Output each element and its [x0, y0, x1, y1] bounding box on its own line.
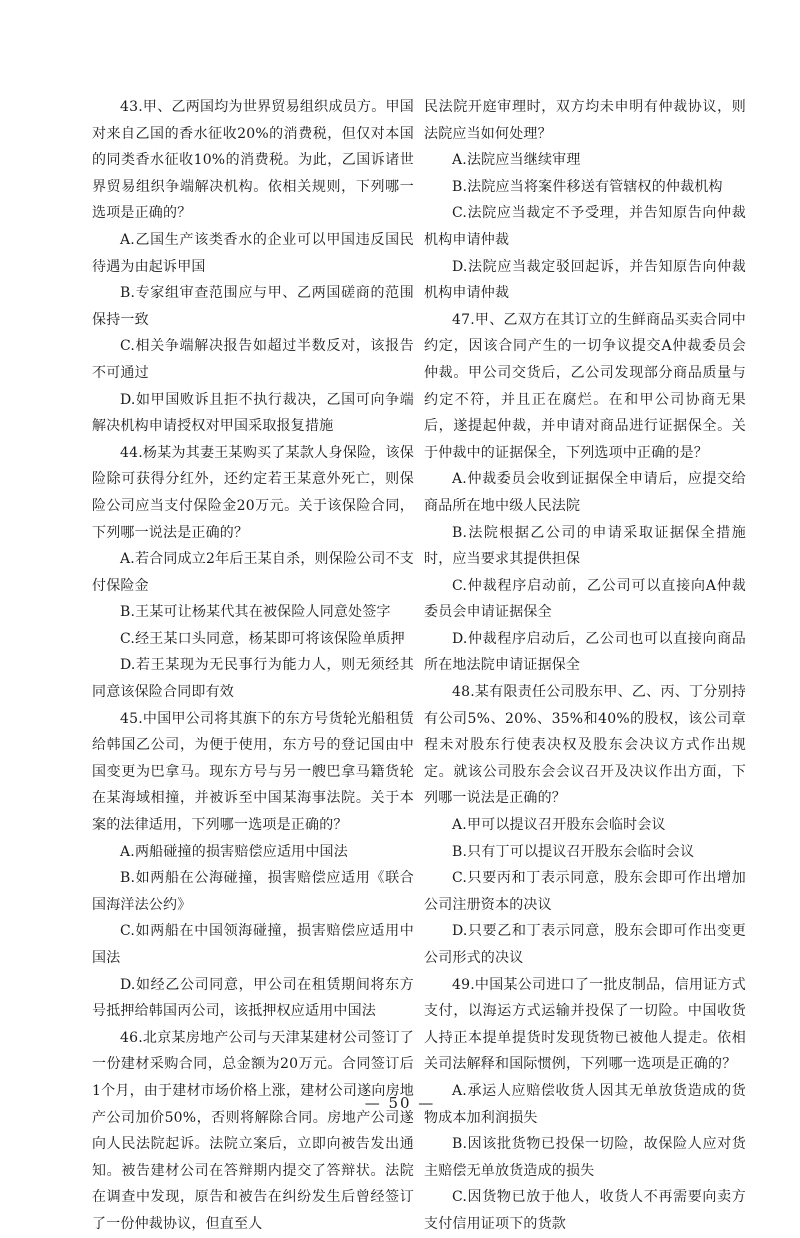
- question-48-option-b: B.只有丁可以提议召开股东会临时会议: [452, 843, 695, 860]
- question-49-option-c: C.因货物已放于他人，收货人不再需要向卖方支付信用证项下的货款: [424, 1189, 746, 1232]
- question-43-option-d: D.如甲国败诉且拒不执行裁决，乙国可向争端解决机构申请授权对甲国采取报复措施: [92, 391, 414, 435]
- question-47-option-a: A.仲裁委员会收到证据保全申请后，应提交给商品所在地中级人民法院: [424, 471, 746, 514]
- question-45-option-d: D.如经乙公司同意，甲公司在租赁期间将东方号抵押给韩国丙公司，该抵押权应适用中国法: [92, 976, 414, 1020]
- question-47-option-c: C.仲裁程序启动前，乙公司可以直接向A仲裁委员会申请证据保全: [424, 577, 746, 621]
- question-48-option-c: C.只要丙和丁表示同意，股东会即可作出增加公司注册资本的决议: [424, 870, 746, 913]
- page-number: — 50 —: [364, 1094, 436, 1112]
- question-45-option-a: A.两船碰撞的损害赔偿应适用中国法: [120, 843, 348, 860]
- question-43-option-c: C.相关争端解决报告如超过半数反对，该报告不可通过: [92, 338, 414, 381]
- question-46-option-c: C.法院应当裁定不予受理，并告知原告向仲裁机构申请仲裁: [424, 205, 746, 248]
- question-48-stem: 48.某有限责任公司股东甲、乙、丙、丁分别持有公司5%、20%、35%和40%的股权，该公司章程未对股东行使表决权及股东会决议方式作出规定。就该公司股东会会议召开及决议作出方面，下列哪一说法是正确的？: [424, 684, 746, 807]
- question-44-option-b: B.王某可让杨某代其在被保险人同意处签字: [120, 604, 391, 621]
- question-47-option-b: B.法院根据乙公司的申请采取证据保全措施时，应当要求其提供担保: [424, 524, 746, 568]
- question-46-option-a: A.法院应当继续审理: [452, 152, 581, 169]
- question-49-option-a: A.承运人应赔偿收货人因其无单放货造成的货物成本加利润损失: [424, 1082, 746, 1126]
- question-48-option-a: A.甲可以提议召开股东会临时会议: [452, 817, 666, 834]
- question-44-stem: 44.杨某为其妻王某购买了某款人身保险，该保险除可获得分红外，还约定若王某意外死亡，则保险公司应当支付保险金20万元。关于该保险合同，下列哪一说法是正确的？: [92, 444, 414, 541]
- question-47-stem: 47.甲、乙双方在其订立的生鲜商品买卖合同中约定，因该合同产生的一切争议提交A仲裁委员会仲裁。甲公司交货后，乙公司发现部分商品质量与约定不符，并且正在腐烂。在和甲公司协商无果后，遂提起仲裁，并申请对商品进行证据保全。关于仲裁中的证据保全，下列选项中正确的是？: [424, 311, 746, 461]
- question-45-option-b: B.如两船在公海碰撞，损害赔偿应适用《联合国海洋法公约》: [92, 870, 414, 913]
- question-43-option-a: A.乙国生产该类香水的企业可以甲国违反国民待遇为由起诉甲国: [92, 231, 414, 275]
- question-44-option-a: A.若合同成立2年后王某自杀，则保险公司不支付保险金: [92, 551, 414, 594]
- question-43-option-b: B.专家组审查范围应与甲、乙两国磋商的范围保持一致: [92, 285, 414, 328]
- question-44-option-c: C.经王某口头同意，杨某即可将该保险单质押: [120, 630, 405, 647]
- question-46-stem: 46.北京某房地产公司与天津某建材公司签订了一份建材采购合同，总金额为20万元。合同签订后1个月，由于建材市场价格上涨，建材公司遂向房地产公司加价50%，否则将解除合同。房地产公司遂向人民法院起诉。法院立案后，立即向被告发出通知。被告建材公司在答辩期内提交了答辩状。法院在调查中发现，原告和被告在纠纷发生后曾经签订了一份仲裁协议，但直至人: [92, 1029, 414, 1232]
- right-column: [424, 94, 746, 1238]
- question-45-option-c: C.如两船在中国领海碰撞，损害赔偿应适用中国法: [92, 923, 414, 966]
- question-47-option-d: D.仲裁程序启动后，乙公司也可以直接向商品所在地法院申请证据保全: [424, 630, 746, 674]
- question-46-option-b: B.法院应当将案件移送有管辖权的仲裁机构: [452, 178, 723, 195]
- question-46-stem-continued: 民法院开庭审理时，双方均未申明有仲裁协议，则法院应当如何处理？: [424, 99, 746, 142]
- question-43-stem: 43.甲、乙两国均为世界贸易组织成员方。甲国对来自乙国的香水征收20%的消费税，但仅对本国的同类香水征收10%的消费税。为此，乙国诉诸世界贸易组织争端解决机构。依相关规则，下列哪一选项是正确的？: [92, 99, 414, 222]
- question-46-option-d: D.法院应当裁定驳回起诉，并告知原告向仲裁机构申请仲裁: [424, 258, 746, 302]
- question-45-stem: 45.中国甲公司将其旗下的东方号货轮光船租赁给韩国乙公司，为便于使用，东方号的登记国由中国变更为巴拿马。现东方号与另一艘巴拿马籍货轮在某海域相撞，并被诉至中国某海事法院。关于本案的法律适用，下列哪一选项是正确的？: [92, 710, 414, 834]
- question-48-option-d: D.只要乙和丁表示同意，股东会即可作出变更公司形式的决议: [424, 923, 746, 966]
- question-44-option-d: D.若王某现为无民事行为能力人，则无须经其同意该保险合同即有效: [92, 657, 414, 701]
- left-column: [92, 94, 414, 1238]
- question-49-stem: 49.中国某公司进口了一批皮制品，信用证方式支付，以海运方式运输并投保了一切险。中国收货人持正本提单提货时发现货物已被他人提走。依相关司法解释和国际惯例，下列哪一选项是正确的？: [424, 976, 746, 1073]
- question-49-option-b: B.因该批货物已投保一切险，故保险人应对货主赔偿无单放货造成的损失: [424, 1136, 746, 1179]
